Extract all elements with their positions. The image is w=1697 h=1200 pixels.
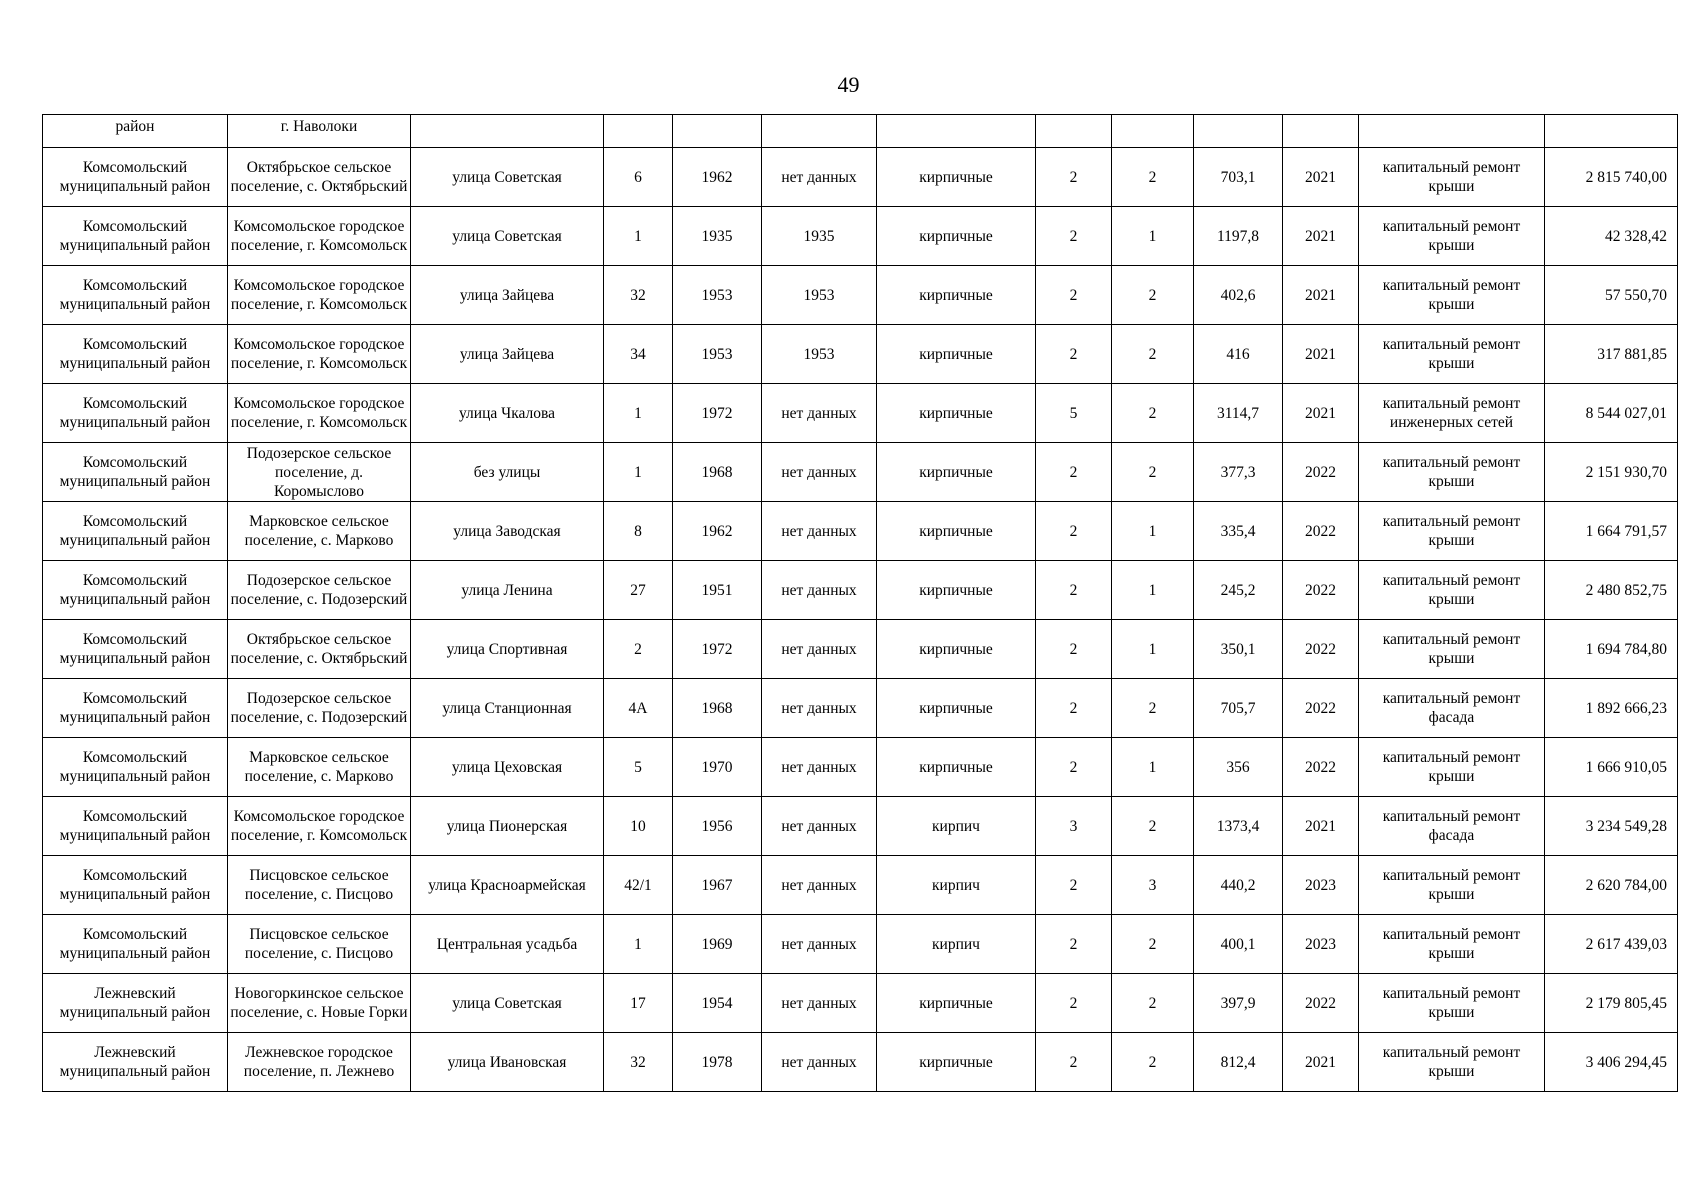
cell-entrances: 2 — [1112, 679, 1194, 738]
cell-floors: 2 — [1036, 266, 1112, 325]
cell-street: улица Советская — [411, 207, 604, 266]
cell-house-number: 10 — [604, 797, 673, 856]
cell-repair-year — [1283, 115, 1359, 148]
cell-district: Комсомольский муниципальный район — [43, 148, 228, 207]
cell-district: Комсомольский муниципальный район — [43, 325, 228, 384]
cell-entrances: 2 — [1112, 325, 1194, 384]
cell-year-commissioned: нет данных — [762, 915, 877, 974]
cell-year-built: 1956 — [673, 797, 762, 856]
cell-year-commissioned: нет данных — [762, 738, 877, 797]
cell-settlement: Подозерское сельское поселение, д. Коромыслово — [228, 443, 411, 502]
cell-cost: 2 617 439,03 — [1545, 915, 1678, 974]
cell-floors: 2 — [1036, 620, 1112, 679]
cell-district: Комсомольский муниципальный район — [43, 384, 228, 443]
cell-repair-year: 2021 — [1283, 207, 1359, 266]
cell-area: 402,6 — [1194, 266, 1283, 325]
cell-year-built: 1978 — [673, 1033, 762, 1092]
cell-year-commissioned: нет данных — [762, 797, 877, 856]
cell-floors: 2 — [1036, 148, 1112, 207]
cell-entrances: 2 — [1112, 915, 1194, 974]
cell-street: улица Цеховская — [411, 738, 604, 797]
cell-year-commissioned: нет данных — [762, 561, 877, 620]
table-row — [43, 738, 1678, 797]
cell-wall-material: кирпичные — [877, 384, 1036, 443]
cell-work-type: капитальный ремонт крыши — [1359, 207, 1545, 266]
table-row — [43, 148, 1678, 207]
cell-entrances: 1 — [1112, 620, 1194, 679]
cell-house-number: 34 — [604, 325, 673, 384]
cell-settlement: Комсомольское городское поселение, г. Комсомольск — [228, 325, 411, 384]
cell-floors: 2 — [1036, 856, 1112, 915]
cell-work-type: капитальный ремонт фасада — [1359, 679, 1545, 738]
cell-year-built: 1969 — [673, 915, 762, 974]
cell-house-number: 1 — [604, 384, 673, 443]
cell-street: улица Советская — [411, 974, 604, 1033]
cell-year-built: 1962 — [673, 502, 762, 561]
cell-year-built: 1935 — [673, 207, 762, 266]
cell-entrances: 3 — [1112, 856, 1194, 915]
table-row — [43, 266, 1678, 325]
cell-street: улица Чкалова — [411, 384, 604, 443]
cell-wall-material: кирпичные — [877, 738, 1036, 797]
cell-floors: 2 — [1036, 561, 1112, 620]
cell-entrances: 2 — [1112, 797, 1194, 856]
cell-area: 812,4 — [1194, 1033, 1283, 1092]
cell-work-type — [1359, 115, 1545, 148]
cell-wall-material: кирпичные — [877, 1033, 1036, 1092]
cell-year-built: 1962 — [673, 148, 762, 207]
cell-wall-material: кирпичные — [877, 561, 1036, 620]
table-row — [43, 384, 1678, 443]
cell-floors: 2 — [1036, 915, 1112, 974]
cell-year-built: 1968 — [673, 443, 762, 502]
cell-year-commissioned: нет данных — [762, 856, 877, 915]
cell-work-type: капитальный ремонт крыши — [1359, 620, 1545, 679]
cell-floors: 2 — [1036, 325, 1112, 384]
cell-cost: 2 620 784,00 — [1545, 856, 1678, 915]
cell-repair-year: 2022 — [1283, 620, 1359, 679]
cell-street: улица Ленина — [411, 561, 604, 620]
cell-work-type: капитальный ремонт крыши — [1359, 148, 1545, 207]
cell-wall-material: кирпичные — [877, 620, 1036, 679]
cell-house-number: 2 — [604, 620, 673, 679]
cell-street — [411, 115, 604, 148]
cell-house-number: 17 — [604, 974, 673, 1033]
cell-entrances: 2 — [1112, 384, 1194, 443]
table-row — [43, 797, 1678, 856]
cell-entrances: 1 — [1112, 561, 1194, 620]
cell-house-number: 1 — [604, 207, 673, 266]
cell-year-commissioned: нет данных — [762, 384, 877, 443]
cell-year-built: 1970 — [673, 738, 762, 797]
cell-street: улица Станционная — [411, 679, 604, 738]
cell-year-commissioned: нет данных — [762, 620, 877, 679]
cell-wall-material: кирпичные — [877, 443, 1036, 502]
cell-area: 705,7 — [1194, 679, 1283, 738]
cell-entrances: 1 — [1112, 738, 1194, 797]
cell-street: улица Пионерская — [411, 797, 604, 856]
cell-district: Комсомольский муниципальный район — [43, 561, 228, 620]
table-row — [43, 974, 1678, 1033]
cell-settlement: Комсомольское городское поселение, г. Комсомольск — [228, 384, 411, 443]
cell-settlement: Комсомольское городское поселение, г. Комсомольск — [228, 797, 411, 856]
cell-year-commissioned: нет данных — [762, 974, 877, 1033]
cell-house-number: 32 — [604, 266, 673, 325]
cell-floors: 2 — [1036, 443, 1112, 502]
cell-year-commissioned: 1935 — [762, 207, 877, 266]
cell-settlement: Новогоркинское сельское поселение, с. Новые Горки — [228, 974, 411, 1033]
cell-area: 440,2 — [1194, 856, 1283, 915]
cell-floors: 5 — [1036, 384, 1112, 443]
cell-house-number: 8 — [604, 502, 673, 561]
cell-area: 397,9 — [1194, 974, 1283, 1033]
cell-floors: 3 — [1036, 797, 1112, 856]
cell-area: 400,1 — [1194, 915, 1283, 974]
cell-repair-year: 2021 — [1283, 1033, 1359, 1092]
cell-cost: 57 550,70 — [1545, 266, 1678, 325]
cell-repair-year: 2021 — [1283, 325, 1359, 384]
table-row — [43, 502, 1678, 561]
cell-cost: 3 406 294,45 — [1545, 1033, 1678, 1092]
table-row — [43, 561, 1678, 620]
cell-area: 335,4 — [1194, 502, 1283, 561]
cell-settlement: Писцовское сельское поселение, с. Писцово — [228, 915, 411, 974]
cell-work-type: капитальный ремонт крыши — [1359, 502, 1545, 561]
cell-district: район — [43, 115, 228, 148]
cell-repair-year: 2021 — [1283, 266, 1359, 325]
cell-floors — [1036, 115, 1112, 148]
cell-floors: 2 — [1036, 207, 1112, 266]
cell-street: без улицы — [411, 443, 604, 502]
cell-work-type: капитальный ремонт крыши — [1359, 561, 1545, 620]
table-row — [43, 325, 1678, 384]
cell-area: 356 — [1194, 738, 1283, 797]
cell-cost: 317 881,85 — [1545, 325, 1678, 384]
cell-repair-year: 2021 — [1283, 797, 1359, 856]
cell-cost: 2 815 740,00 — [1545, 148, 1678, 207]
cell-district: Комсомольский муниципальный район — [43, 266, 228, 325]
cell-settlement: Комсомольское городское поселение, г. Комсомольск — [228, 266, 411, 325]
cell-area: 703,1 — [1194, 148, 1283, 207]
cell-cost: 1 694 784,80 — [1545, 620, 1678, 679]
cell-cost: 1 666 910,05 — [1545, 738, 1678, 797]
cell-cost: 1 664 791,57 — [1545, 502, 1678, 561]
cell-work-type: капитальный ремонт крыши — [1359, 915, 1545, 974]
cell-district: Комсомольский муниципальный район — [43, 443, 228, 502]
cell-work-type: капитальный ремонт крыши — [1359, 443, 1545, 502]
cell-repair-year: 2022 — [1283, 679, 1359, 738]
cell-district: Комсомольский муниципальный район — [43, 856, 228, 915]
cell-cost: 2 480 852,75 — [1545, 561, 1678, 620]
cell-house-number: 4А — [604, 679, 673, 738]
cell-settlement: Марковское сельское поселение, с. Марково — [228, 738, 411, 797]
cell-cost — [1545, 115, 1678, 148]
cell-settlement: Октябрьское сельское поселение, с. Октябрьский — [228, 620, 411, 679]
cell-cost: 3 234 549,28 — [1545, 797, 1678, 856]
cell-settlement: Подозерское сельское поселение, с. Подозерский — [228, 679, 411, 738]
cell-area: 245,2 — [1194, 561, 1283, 620]
cell-cost: 42 328,42 — [1545, 207, 1678, 266]
cell-work-type: капитальный ремонт крыши — [1359, 856, 1545, 915]
cell-year-built: 1972 — [673, 384, 762, 443]
cell-year-built: 1972 — [673, 620, 762, 679]
cell-wall-material: кирпичные — [877, 502, 1036, 561]
cell-work-type: капитальный ремонт инженерных сетей — [1359, 384, 1545, 443]
cell-cost: 2 151 930,70 — [1545, 443, 1678, 502]
cell-wall-material: кирпич — [877, 915, 1036, 974]
cell-entrances: 2 — [1112, 148, 1194, 207]
cell-year-commissioned: нет данных — [762, 1033, 877, 1092]
cell-repair-year: 2021 — [1283, 384, 1359, 443]
cell-district: Комсомольский муниципальный район — [43, 620, 228, 679]
cell-street: улица Зайцева — [411, 266, 604, 325]
table-row — [43, 1033, 1678, 1092]
cell-cost: 2 179 805,45 — [1545, 974, 1678, 1033]
cell-district: Лежневский муниципальный район — [43, 1033, 228, 1092]
cell-street: улица Зайцева — [411, 325, 604, 384]
cell-repair-year: 2023 — [1283, 915, 1359, 974]
cell-house-number: 6 — [604, 148, 673, 207]
cell-work-type: капитальный ремонт крыши — [1359, 1033, 1545, 1092]
cell-entrances: 2 — [1112, 443, 1194, 502]
table-row — [43, 443, 1678, 502]
cell-wall-material: кирпичные — [877, 207, 1036, 266]
cell-district: Комсомольский муниципальный район — [43, 502, 228, 561]
cell-year-commissioned: 1953 — [762, 325, 877, 384]
cell-repair-year: 2022 — [1283, 443, 1359, 502]
cell-entrances: 2 — [1112, 266, 1194, 325]
cell-year-built: 1953 — [673, 325, 762, 384]
cell-district: Комсомольский муниципальный район — [43, 738, 228, 797]
cell-year-commissioned — [762, 115, 877, 148]
cell-floors: 2 — [1036, 1033, 1112, 1092]
cell-wall-material: кирпичные — [877, 325, 1036, 384]
cell-floors: 2 — [1036, 738, 1112, 797]
cell-year-built: 1954 — [673, 974, 762, 1033]
cell-year-built: 1953 — [673, 266, 762, 325]
cell-settlement: Марковское сельское поселение, с. Марково — [228, 502, 411, 561]
cell-area: 416 — [1194, 325, 1283, 384]
cell-street: улица Советская — [411, 148, 604, 207]
cell-floors: 2 — [1036, 502, 1112, 561]
cell-wall-material: кирпичные — [877, 266, 1036, 325]
cell-entrances: 2 — [1112, 974, 1194, 1033]
cell-repair-year: 2021 — [1283, 148, 1359, 207]
cell-year-commissioned: нет данных — [762, 443, 877, 502]
cell-house-number: 1 — [604, 915, 673, 974]
cell-repair-year: 2022 — [1283, 974, 1359, 1033]
cell-house-number: 5 — [604, 738, 673, 797]
table-row — [43, 915, 1678, 974]
cell-cost: 8 544 027,01 — [1545, 384, 1678, 443]
cell-area: 377,3 — [1194, 443, 1283, 502]
table-row — [43, 679, 1678, 738]
cell-floors: 2 — [1036, 679, 1112, 738]
cell-area — [1194, 115, 1283, 148]
cell-house-number: 42/1 — [604, 856, 673, 915]
cell-entrances — [1112, 115, 1194, 148]
cell-work-type: капитальный ремонт крыши — [1359, 974, 1545, 1033]
cell-district: Комсомольский муниципальный район — [43, 797, 228, 856]
cell-settlement: г. Наволоки — [228, 115, 411, 148]
cell-wall-material: кирпичные — [877, 679, 1036, 738]
cell-street: улица Красноармейская — [411, 856, 604, 915]
cell-work-type: капитальный ремонт крыши — [1359, 738, 1545, 797]
cell-cost: 1 892 666,23 — [1545, 679, 1678, 738]
cell-wall-material: кирпич — [877, 797, 1036, 856]
cell-repair-year: 2022 — [1283, 738, 1359, 797]
cell-entrances: 2 — [1112, 1033, 1194, 1092]
cell-year-commissioned: нет данных — [762, 502, 877, 561]
cell-area: 3114,7 — [1194, 384, 1283, 443]
cell-entrances: 1 — [1112, 207, 1194, 266]
cell-year-commissioned: нет данных — [762, 148, 877, 207]
cell-house-number: 1 — [604, 443, 673, 502]
table-body — [43, 115, 1678, 1092]
cell-street: улица Заводская — [411, 502, 604, 561]
cell-settlement: Писцовское сельское поселение, с. Писцово — [228, 856, 411, 915]
cell-house-number — [604, 115, 673, 148]
housing-repair-table — [42, 114, 1678, 1092]
cell-work-type: капитальный ремонт фасада — [1359, 797, 1545, 856]
cell-repair-year: 2023 — [1283, 856, 1359, 915]
cell-area: 1197,8 — [1194, 207, 1283, 266]
cell-street: улица Спортивная — [411, 620, 604, 679]
cell-floors: 2 — [1036, 974, 1112, 1033]
cell-settlement: Октябрьское сельское поселение, с. Октябрьский — [228, 148, 411, 207]
cell-wall-material: кирпичные — [877, 974, 1036, 1033]
cell-year-built: 1968 — [673, 679, 762, 738]
table-row — [43, 115, 1678, 148]
cell-district: Комсомольский муниципальный район — [43, 207, 228, 266]
cell-year-commissioned: нет данных — [762, 679, 877, 738]
cell-settlement: Подозерское сельское поселение, с. Подозерский — [228, 561, 411, 620]
cell-house-number: 32 — [604, 1033, 673, 1092]
cell-repair-year: 2022 — [1283, 502, 1359, 561]
cell-settlement: Лежневское городское поселение, п. Лежнево — [228, 1033, 411, 1092]
cell-repair-year: 2022 — [1283, 561, 1359, 620]
cell-street: улица Ивановская — [411, 1033, 604, 1092]
cell-district: Комсомольский муниципальный район — [43, 679, 228, 738]
table-row — [43, 856, 1678, 915]
page-number: 49 — [837, 72, 860, 97]
cell-year-built: 1967 — [673, 856, 762, 915]
cell-year-commissioned: 1953 — [762, 266, 877, 325]
cell-work-type: капитальный ремонт крыши — [1359, 325, 1545, 384]
cell-year-built — [673, 115, 762, 148]
cell-work-type: капитальный ремонт крыши — [1359, 266, 1545, 325]
cell-wall-material — [877, 115, 1036, 148]
cell-area: 350,1 — [1194, 620, 1283, 679]
cell-area: 1373,4 — [1194, 797, 1283, 856]
cell-district: Лежневский муниципальный район — [43, 974, 228, 1033]
table-row — [43, 207, 1678, 266]
cell-street: Центральная усадьба — [411, 915, 604, 974]
cell-house-number: 27 — [604, 561, 673, 620]
cell-entrances: 1 — [1112, 502, 1194, 561]
table-row — [43, 620, 1678, 679]
cell-wall-material: кирпичные — [877, 148, 1036, 207]
cell-year-built: 1951 — [673, 561, 762, 620]
cell-wall-material: кирпич — [877, 856, 1036, 915]
cell-settlement: Комсомольское городское поселение, г. Комсомольск — [228, 207, 411, 266]
cell-district: Комсомольский муниципальный район — [43, 915, 228, 974]
